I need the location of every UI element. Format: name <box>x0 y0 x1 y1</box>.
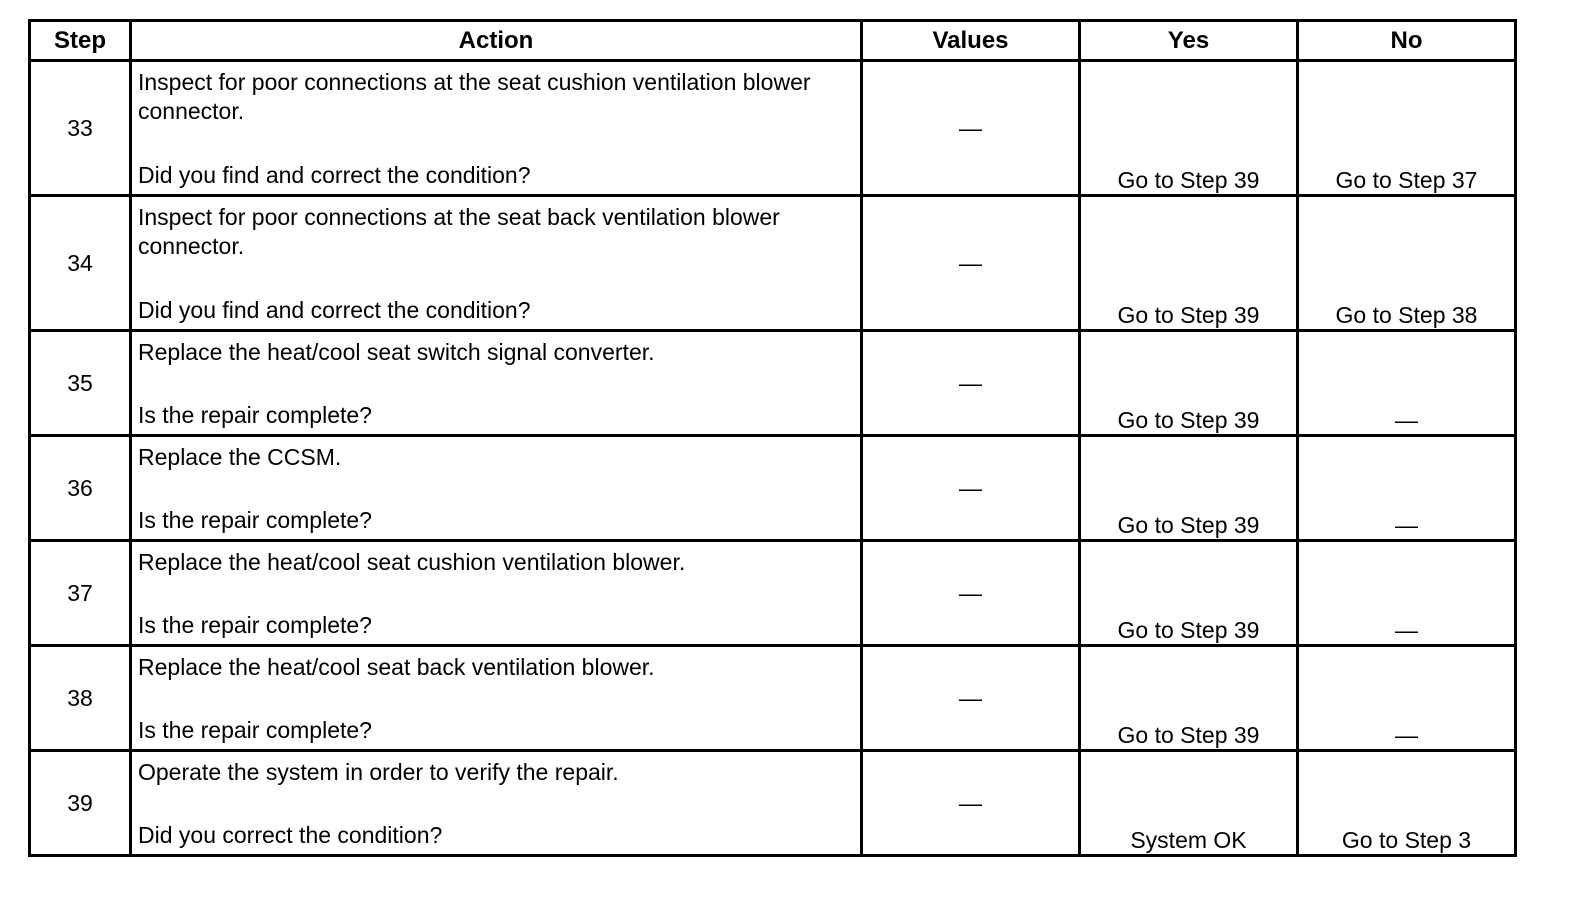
action-cell <box>131 331 862 436</box>
values-cell <box>862 436 1080 541</box>
header-yes: Yes <box>1080 21 1298 61</box>
action-question: Is the repair complete? <box>138 717 372 743</box>
yes-cell: Go to Step 39 <box>1080 61 1298 196</box>
action-question: Did you correct the condition? <box>138 822 443 848</box>
action-cell <box>131 436 862 541</box>
step-number: 36 <box>30 436 131 541</box>
action-question: Is the repair complete? <box>138 612 372 638</box>
action-cell <box>131 196 862 331</box>
table-row <box>30 436 1516 541</box>
values-cell <box>862 331 1080 436</box>
step-number: 37 <box>30 541 131 646</box>
action-instruction: Inspect for poor connections at the seat cushion ventilation blower connector. <box>138 69 811 124</box>
yes-cell: System OK <box>1080 751 1298 856</box>
values-cell <box>862 196 1080 331</box>
values-cell <box>862 61 1080 196</box>
step-number: 35 <box>30 331 131 436</box>
action-cell <box>131 751 862 856</box>
no-cell: Go to Step 37 <box>1298 61 1516 196</box>
values-dash: — <box>959 369 982 396</box>
values-dash: — <box>959 684 982 711</box>
no-cell: — <box>1298 541 1516 646</box>
action-instruction: Replace the heat/cool seat back ventilation blower. <box>138 654 655 680</box>
values-cell <box>862 751 1080 856</box>
action-instruction: Replace the heat/cool seat switch signal converter. <box>138 339 655 365</box>
yes-cell: Go to Step 39 <box>1080 436 1298 541</box>
no-cell: — <box>1298 436 1516 541</box>
header-action: Action <box>131 21 862 61</box>
no-cell: — <box>1298 331 1516 436</box>
table-row <box>30 541 1516 646</box>
no-cell: Go to Step 3 <box>1298 751 1516 856</box>
yes-cell: Go to Step 39 <box>1080 541 1298 646</box>
header-no: No <box>1298 21 1516 61</box>
values-dash: — <box>959 789 982 816</box>
yes-cell: Go to Step 39 <box>1080 331 1298 436</box>
yes-cell: Go to Step 39 <box>1080 646 1298 751</box>
table-row <box>30 196 1516 331</box>
values-dash: — <box>959 249 982 276</box>
action-question: Is the repair complete? <box>138 402 372 428</box>
values-cell <box>862 541 1080 646</box>
header-values: Values <box>862 21 1080 61</box>
action-instruction: Replace the heat/cool seat cushion ventilation blower. <box>138 549 686 575</box>
header-row <box>30 21 1516 61</box>
no-cell: Go to Step 38 <box>1298 196 1516 331</box>
step-number: 38 <box>30 646 131 751</box>
action-question: Is the repair complete? <box>138 507 372 533</box>
step-number: 33 <box>30 61 131 196</box>
table-row <box>30 646 1516 751</box>
action-cell <box>131 61 862 196</box>
action-instruction: Replace the CCSM. <box>138 444 342 470</box>
values-dash: — <box>959 579 982 606</box>
header-step: Step <box>30 21 131 61</box>
step-number: 34 <box>30 196 131 331</box>
diagnostic-table <box>28 19 1517 857</box>
values-cell <box>862 646 1080 751</box>
action-instruction: Inspect for poor connections at the seat back ventilation blower connector. <box>138 204 780 259</box>
action-instruction: Operate the system in order to verify the repair. <box>138 759 619 785</box>
values-dash: — <box>959 114 982 141</box>
table-row <box>30 331 1516 436</box>
table-row <box>30 61 1516 196</box>
action-question: Did you find and correct the condition? <box>138 162 531 188</box>
action-cell <box>131 646 862 751</box>
values-dash: — <box>959 474 982 501</box>
no-cell: — <box>1298 646 1516 751</box>
table-row <box>30 751 1516 856</box>
yes-cell: Go to Step 39 <box>1080 196 1298 331</box>
step-number: 39 <box>30 751 131 856</box>
action-cell <box>131 541 862 646</box>
action-question: Did you find and correct the condition? <box>138 297 531 323</box>
